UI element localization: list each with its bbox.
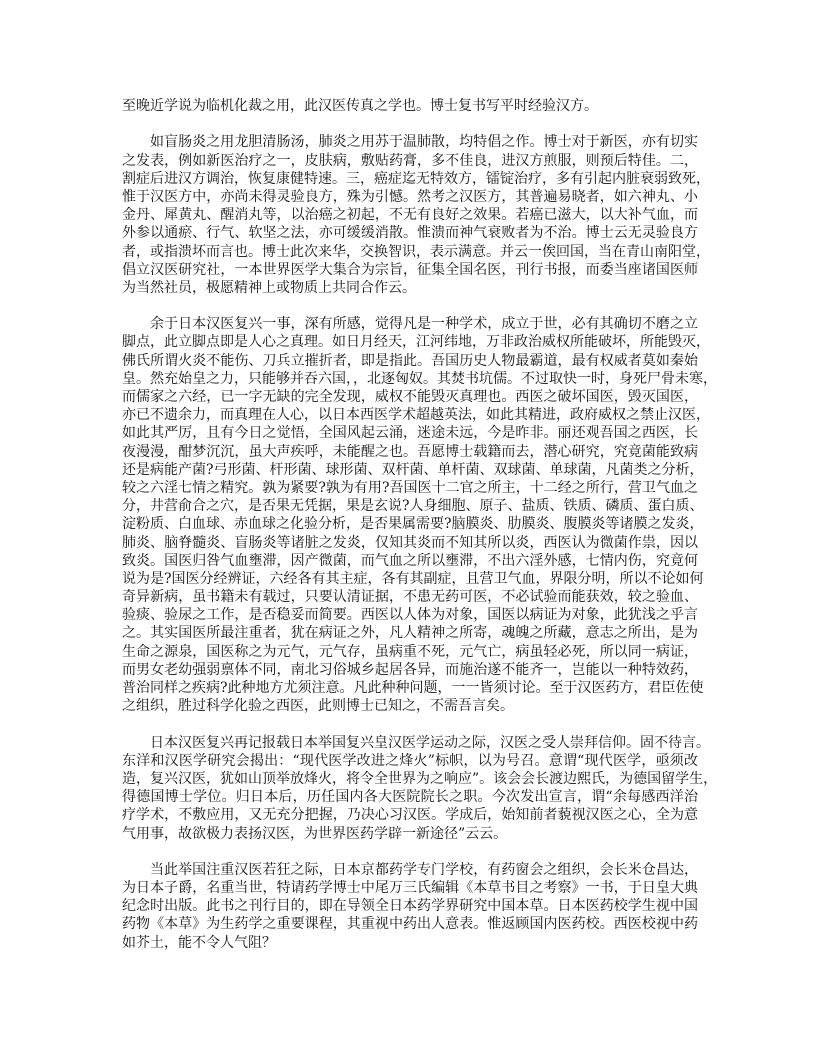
text-line: 东洋和汉医学研究会揭出：“现代医学改进之烽火”标帜，以为号召。意谓“现代医学，亟须改: [122, 752, 698, 769]
text-line: 而男女老幼强弱禀体不同，南北习俗城乡起居各异，而施治遂不能齐一，岂能以一种特效药，: [122, 661, 698, 678]
text-line: 亦已不遗余力，而真理在人心，以日本西医学术超越英法，如此其精进，政府威权之禁止汉医，: [122, 407, 710, 424]
text-line: 淀粉质、白血球、赤血球之化验分析，是否果属需要?脑膜炎、肋膜炎、腹膜炎等诸膜之发炎，: [122, 516, 704, 533]
text-line: 如此其严厉，且有今日之觉悟，全国风起云涌，迷途未远，今是昨非。丽还观吾国之西医，长: [122, 425, 698, 442]
paragraph: [122, 734, 718, 843]
text-line: 之。其实国医所最注重者，犹在病证之外，凡人精神之所寄，魂魄之所藏，意志之所出，是为: [122, 625, 698, 642]
text-line: 惟于汉医方中，亦尚未得灵验良方，殊为引憾。然考之汉医方，其普遍易晓者，如六神丸、小: [122, 188, 698, 205]
text-line: 割症后进汉方调治，恢复康健特速。三，癌症迄无特效方，镭锭治疗，多有引起内脏衰弱致死，: [122, 170, 710, 187]
text-line: 验痰、验尿之工作，是否稳妥而简要。西医以人体为对象，国医以病证为对象，此犹浅之乎言: [122, 607, 698, 624]
text-line: 皇。然充始皇之力，只能够并吞六国，，北逐匈奴。其焚书坑儒。不过取快一时，身死尸骨未寒，: [122, 370, 717, 387]
text-line: 而儒家之六经，已一字无缺的完全发现，威权不能毁灭真理也。西医之破坏国医，毁灭国医，: [122, 389, 698, 405]
text-line: 当此举国注重汉医若狂之际，日本京都药学专门学校，有药窗会之组织，会长米仓昌达，: [150, 861, 698, 878]
text-line: 疗学术，不敷应用，又无充分把握，乃决心习汉医。学成后，始知前者藐视汉医之心，全为意: [122, 807, 698, 824]
text-line: 生命之源泉，国医称之为元气，元气存，虽病重不死，元气亡，病虽轻必死，所以同一病证，: [122, 643, 698, 660]
text-line: 余于日本汉医复兴一事，深有所感，觉得凡是一种学术，成立于世，必有其确切不磨之立: [150, 316, 698, 333]
text-line: 之发表，例如新医治疗之一，皮肤病，敷贴药膏，多不佳良，进汉方煎服，则预后特佳。二，: [122, 152, 698, 169]
text-line: 如芥土，能不令人气阻？: [122, 934, 276, 951]
text-line: 说为是?国医分经辨证，六经各有其主症，各有其副症，且营卫气血，界限分明，所以不论如何: [122, 570, 704, 587]
text-line: 日本汉医复兴再记报载日本举国复兴皇汉医学运动之际，汉医之受人崇拜信仰。固不待言。: [150, 734, 710, 751]
text-line: 夜漫漫，酣梦沉沉，虽大声疾呼，未能醒之也。吾愿博士载籍而去，潜心研究，究竟菌能致病: [122, 443, 698, 460]
text-line: 者，或指溃坏而言也。博士此次来华，交换智识，表示满意。并云一俟回国，当在青山南阳堂，: [122, 243, 710, 260]
text-line: 纪念时出版。此书之刊行目的，即在导领全日本药学界研究中国本草。日本医药校学生视中国: [122, 898, 698, 915]
text-line: 肺炎、脑脊髓炎、盲肠炎等诸脏之发炎，仅知其炎而不知其所以炎，西医认为微菌作祟，因以: [122, 534, 698, 551]
paragraph: [122, 861, 698, 952]
text-line: 较之六淫七情之精究。孰为紧要?孰为有用?吾国医十二官之所主，十二经之所行，营卫气血之: [122, 479, 698, 496]
text-line: 为日本子爵，名重当世，特请药学博士中尾万三氏编辑《本草书目之考察》一书，于日皇大典: [122, 880, 698, 897]
text-line: 普治同样之疾病?此种地方尤须注意。凡此种种问题，一一皆须讨论。至于汉医药方，君臣佐使: [122, 680, 704, 696]
text-line: 分，井营俞合之穴，是否果无凭据，果是玄说?人身细胞、原子、盐质、铁质、磷质、蛋白质、: [122, 498, 704, 515]
text-line: 佛氏所谓火炎不能伤、刀兵立摧折者，即是指此。吾国历史人物最霸道，最有权威者莫如秦始: [122, 352, 698, 369]
paragraph: [122, 133, 710, 297]
text-line: 造，复兴汉医，犹如山顶举放烽火，将令全世界为之响应”。该会会长渡边熙氏，为德国留学生，: [122, 770, 718, 787]
text-line: 之组织，胜过科学化验之西医，此则博士已知之，不需吾言矣。: [122, 698, 514, 715]
text-line: 气用事，故欲极力表扬汉医，为世界医药学辟一新途径”云云。: [122, 825, 508, 842]
text-line: 致炎。国医归咎气血壅滞，因产微菌，而气血之所以壅滞，不出六淫外感，七情内伤，究竟何: [122, 552, 698, 569]
text-line: 得德国博士学位。归日本后，历任国内各大医院院长之职。今次发出宣言，谓“余每感西洋治: [122, 789, 698, 806]
text-line: 如盲肠炎之用龙胆清肠汤，肺炎之用苏于温肺散，均特倡之作。博士对于新医，亦有切实: [150, 134, 698, 151]
text-line: 为当然社员，极愿精神上或物质上共同合作云。: [122, 279, 416, 296]
text-line: 脚点，此立脚点即是人心之真理。如日月经天，江河纬地，万非政治威权所能破坏，所能毁灭，: [122, 334, 710, 351]
text-line: 药物《本草》为生药学之重要课程，其重视中药出人意表。惟返顾国内医药校。西医校视中药: [122, 916, 698, 933]
paragraph: [122, 315, 717, 715]
text-line: 金丹、犀黄丸、醒消丸等，以治癌之初起，不无有良好之效果。若癌已滋大，以大补气血，而: [122, 207, 698, 224]
text-line: 外参以通瘀、行气、软坚之法，亦可缓缓消散。惟溃而神气衰败者为不治。博士云无灵验良方: [122, 225, 698, 242]
paragraph: [122, 97, 698, 115]
text-line: 奇异新病，虽书籍未有载过，只要认清证据，不患无药可医，不必试验而能获效，较之验血、: [122, 589, 698, 606]
text-line: 倡立汉医研究社，一本世界医学大集合为宗旨，征集全国名医，刊行书报，而委当座诸国医师: [122, 261, 698, 278]
text-line: 至晚近学说为临机化裁之用，此汉医传真之学也。博士复书写平时经验汉方。: [122, 98, 598, 114]
document-body: [122, 97, 718, 970]
text-line: 还是病能产菌?弓形菌、杆形菌、球形菌、双杆菌、单杆菌、双球菌、单球菌，凡菌类之分析，: [122, 461, 704, 478]
